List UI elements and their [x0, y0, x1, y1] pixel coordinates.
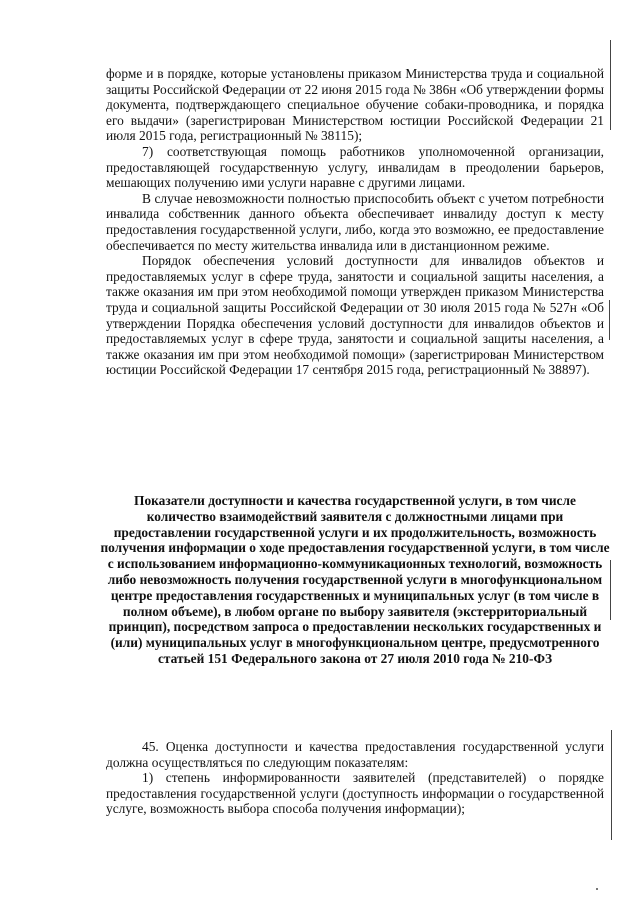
section-heading: Показатели доступности и качества государственной услуги, в том числе количество взаимодействий заявителя с должностными лицами при предоставлении государственной услуги и их продолжительность, возможность получения информации о ходе предоставления государственной услуги, в том числе с использованием информационно-коммуникационных технологий, возможность либо невозможность получения государственной услуги в многофункциональном центре предоставления государственных и муниципальных услуг (в том числе в полном объеме), в любом органе по выбору заявителя (экстерриториальный принцип), посредством запроса о предоставлении нескольких государственных и (или) муниципальных услуг в многофункциональном центре, предусмотренного статьей 151 Федерального закона от 27 июля 2010 года № 210-ФЗ	[100, 493, 610, 666]
body-text-top	[106, 66, 604, 378]
body-text-bottom	[106, 739, 604, 817]
scan-speck	[596, 888, 598, 890]
paragraph-accommodation: В случае невозможности полностью приспособить объект с учетом потребности инвалида собственник данного объекта обеспечивает инвалиду доступ к месту предоставления государственной услуги, либо, когда это возможно, ее предоставление обеспечивается по месту жительства инвалида или в дистанционном режиме.	[106, 190, 604, 253]
paragraph-45: 45. Оценка доступности и качества предоставления государственной услуги должна осуществляться по следующим показателям:	[106, 739, 604, 770]
paragraph-item-7: 7) соответствующая помощь работников уполномоченной организации, предоставляющей государственную услугу, инвалидам в преодолении барьеров, мешающих получению ими услуги наравне с другими лицами.	[106, 143, 604, 191]
paragraph-procedure: Порядок обеспечения условий доступности для инвалидов объектов и предоставляемых услуг в сфере труда, занятости и социальной защиты населения, а также оказания им при этом необходимой помощи утвержден приказом Министерства труда и социальной защиты Российской Федерации от 30 июля 2015 года № 527н «Об утверждении Порядка обеспечения условий доступности для инвалидов объектов и предоставляемых услуг в сфере труда, занятости и социальной защиты населения, а также оказания им при этом необходимой помощи» (зарегистрирован Министерством юстиции Российской Федерации 17 сентября 2015 года, регистрационный № 38897).	[106, 253, 604, 378]
scan-edge-line	[611, 730, 612, 840]
scan-edge-line	[610, 560, 611, 620]
scan-edge-line	[610, 40, 611, 130]
paragraph-item-1: 1) степень информированности заявителей (представителей) о порядке предоставления государственной услуги (доступность информации о государственной услуге, возможность выбора способа получения информации);	[106, 770, 604, 817]
scan-edge-line	[609, 300, 610, 340]
paragraph-continuation: форме и в порядке, которые установлены приказом Министерства труда и социальной защиты Российской Федерации от 22 июня 2015 года № 386н «Об утверждении формы документа, подтверждающего специальное обучение собаки-проводника, и порядка его выдачи» (зарегистрирован Министерством юстиции Российской Федерации 21 июля 2015 года, регистрационный № 38115);	[106, 66, 604, 144]
